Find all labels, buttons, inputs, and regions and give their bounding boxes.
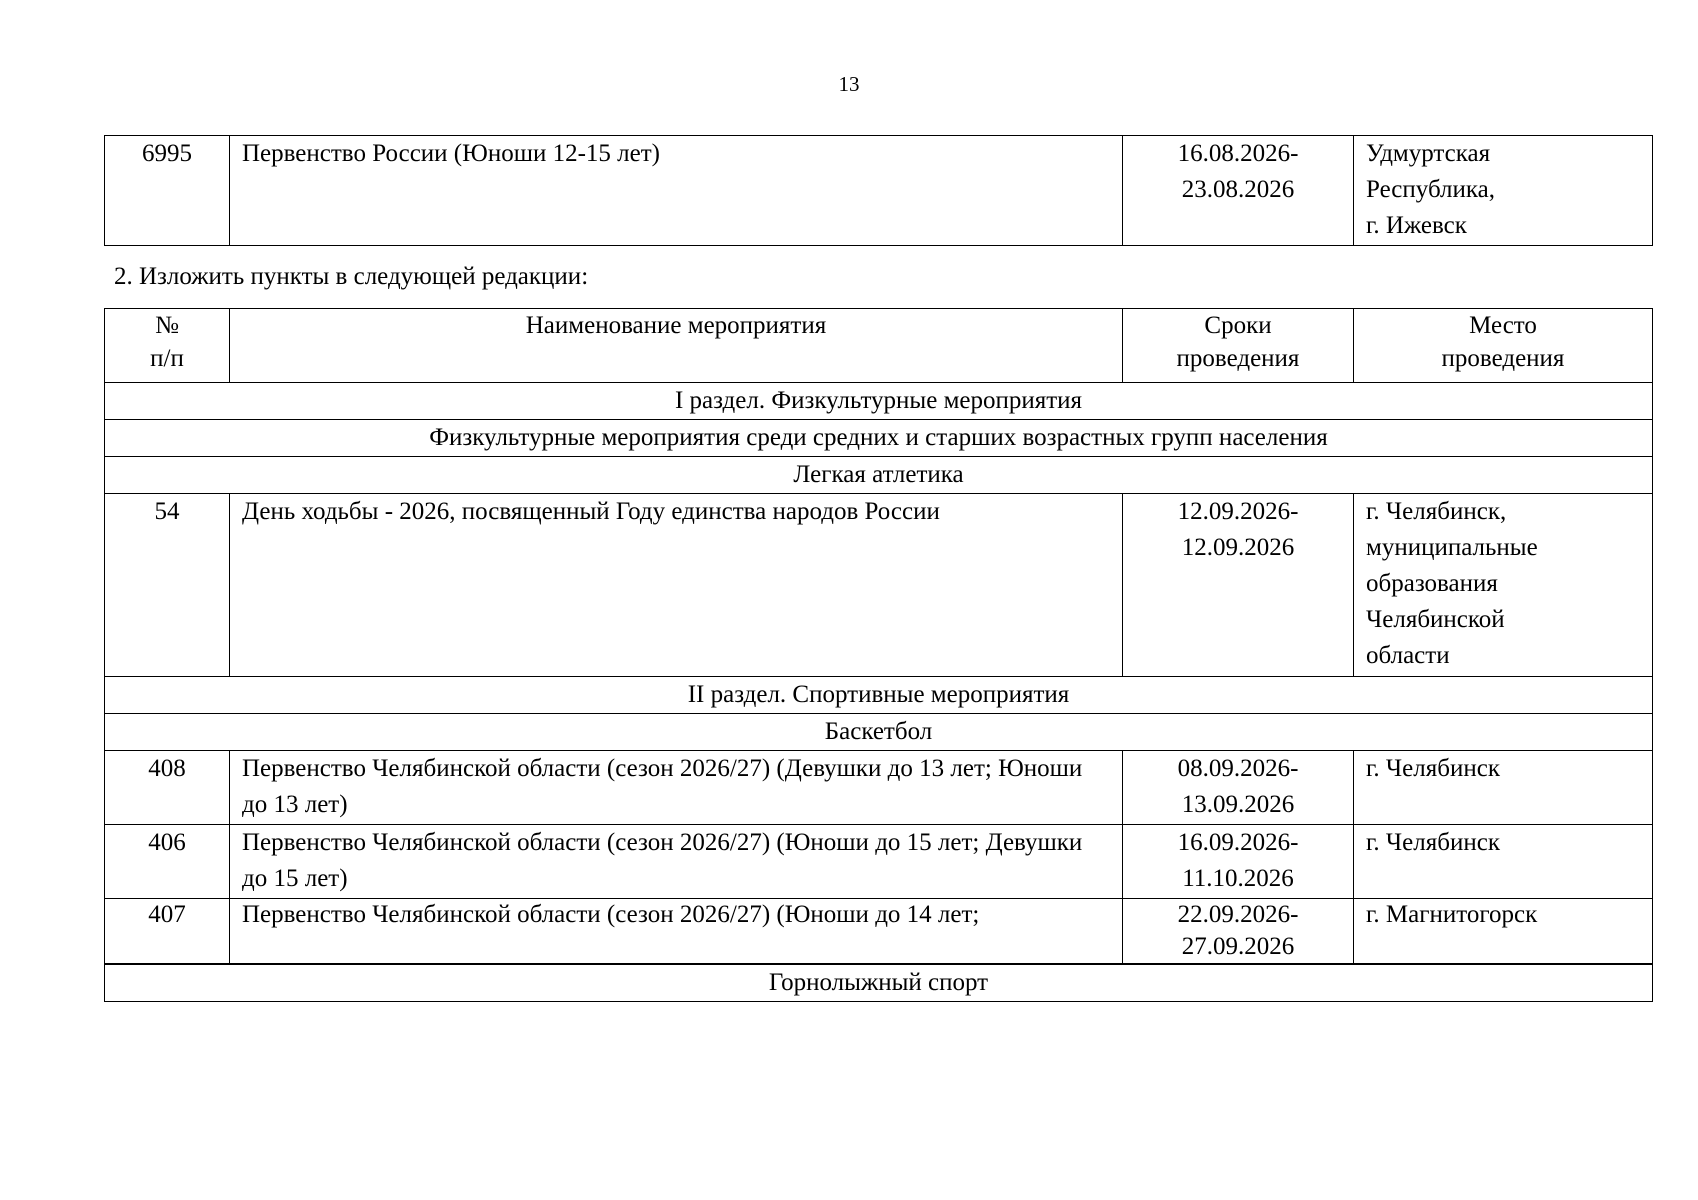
- event-name: Первенство Челябинской области (сезон 2026/27) (Юноши до 14 лет;: [230, 899, 1123, 965]
- date-end: 23.08.2026: [1181, 176, 1295, 203]
- event-number: 6995: [105, 136, 230, 246]
- event-place: г. Челябинск: [1354, 751, 1653, 825]
- date-end: 12.09.2026: [1181, 534, 1295, 561]
- header-number-line: п/п: [150, 345, 184, 372]
- place-line: образования: [1366, 570, 1498, 597]
- table-row: [105, 136, 1653, 246]
- section-title: I раздел. Физкультурные мероприятия: [105, 383, 1653, 420]
- place-line: области: [1366, 642, 1450, 669]
- event-dates: [1123, 136, 1354, 246]
- table-header-row: [105, 309, 1653, 383]
- event-name: Первенство России (Юноши 12-15 лет): [230, 136, 1123, 246]
- section-title-row: [105, 677, 1653, 714]
- table-row: [105, 494, 1653, 677]
- date-start: 16.08.2026-: [1177, 140, 1299, 167]
- event-place: [1354, 136, 1653, 246]
- date-start: 08.09.2026-: [1177, 755, 1299, 782]
- date-start: 16.09.2026-: [1177, 829, 1299, 856]
- instruction-text: 2. Изложить пункты в следующей редакции:: [114, 263, 589, 290]
- date-start: 22.09.2026-: [1177, 901, 1299, 928]
- header-name: Наименование мероприятия: [230, 309, 1123, 383]
- sport-title: Баскетбол: [105, 714, 1653, 751]
- table-row: [105, 899, 1653, 965]
- event-number: 54: [105, 494, 230, 677]
- date-end: 13.09.2026: [1181, 791, 1295, 818]
- continued-events-table: [104, 135, 1653, 246]
- table-row: [105, 825, 1653, 899]
- event-name: Первенство Челябинской области (сезон 2026/27) (Девушки до 13 лет; Юноши до 13 лет): [230, 751, 1123, 825]
- section-title-row: [105, 383, 1653, 420]
- event-place: [1354, 494, 1653, 677]
- date-end: 11.10.2026: [1182, 865, 1294, 892]
- header-dates-line: Сроки: [1204, 312, 1272, 339]
- date-start: 12.09.2026-: [1177, 498, 1299, 525]
- sport-title: Горнолыжный спорт: [105, 964, 1653, 1002]
- event-name: День ходьбы - 2026, посвященный Году единства народов России: [230, 494, 1123, 677]
- place-line: Челябинской: [1366, 606, 1505, 633]
- event-dates: [1123, 751, 1354, 825]
- header-number-line: №: [155, 312, 179, 339]
- sport-row: [105, 964, 1653, 1002]
- event-dates: [1123, 494, 1354, 677]
- page-number: 13: [838, 72, 860, 96]
- section-subtitle: Физкультурные мероприятия среди средних и старших возрастных групп населения: [105, 420, 1653, 457]
- place-line: муниципальные: [1366, 534, 1538, 561]
- sport-row: [105, 714, 1653, 751]
- section-title: II раздел. Спортивные мероприятия: [105, 677, 1653, 714]
- header-place-line: проведения: [1441, 345, 1565, 372]
- header-dates: [1123, 309, 1354, 383]
- table-row: [105, 751, 1653, 825]
- event-number: 406: [105, 825, 230, 899]
- event-name: Первенство Челябинской области (сезон 2026/27) (Юноши до 15 лет; Девушки до 15 лет): [230, 825, 1123, 899]
- header-dates-line: проведения: [1176, 345, 1300, 372]
- event-dates: [1123, 899, 1354, 965]
- events-table: [104, 308, 1653, 1002]
- header-place: [1354, 309, 1653, 383]
- header-number: [105, 309, 230, 383]
- place-line: Республика,: [1366, 176, 1496, 203]
- event-dates: [1123, 825, 1354, 899]
- sport-title: Легкая атлетика: [105, 457, 1653, 494]
- date-end: 27.09.2026: [1181, 933, 1295, 960]
- place-line: г. Челябинск,: [1366, 498, 1507, 525]
- event-number: 408: [105, 751, 230, 825]
- sport-row: [105, 457, 1653, 494]
- event-place: г. Челябинск: [1354, 825, 1653, 899]
- event-number: 407: [105, 899, 230, 965]
- place-line: г. Ижевск: [1366, 212, 1467, 239]
- section-subtitle-row: [105, 420, 1653, 457]
- place-line: Удмуртская: [1366, 140, 1491, 167]
- header-place-line: Место: [1469, 312, 1537, 339]
- event-place: г. Магнитогорск: [1354, 899, 1653, 965]
